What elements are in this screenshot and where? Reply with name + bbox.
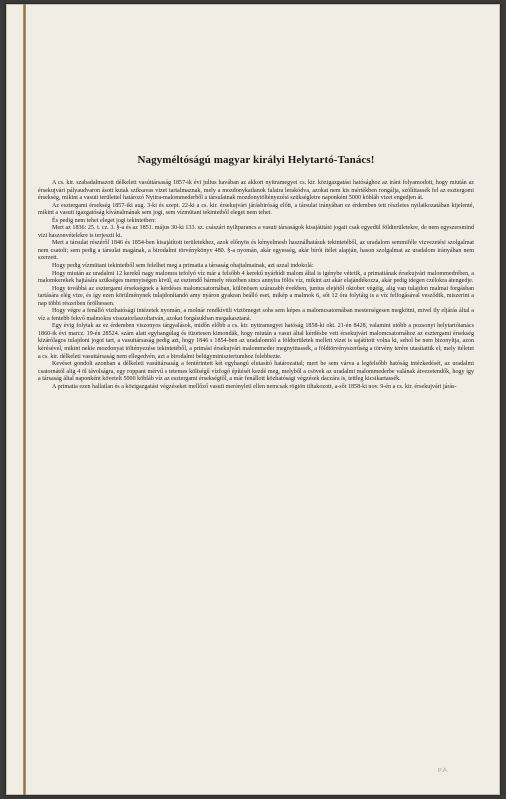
paragraph-9: Hogy végre a fenálló vizihatósági intézetek nyomán, a molnár rendkívüli viztömeget sohs sem képes a malomcsatornában mesterségesen megkötni, mivel ily eljárás által a víz a fentebb fekvő malmokra visszatorlaszoltatván, azokat forgásukban megakasztaná. [38,308,474,322]
binding-strip [23,4,26,795]
document-title: Nagyméltóságú magyar királyi Helytartó-Tanács! [137,154,375,166]
corner-pencil-note: P.A. [437,767,449,775]
paragraph-10: Egy évig folytak az ez érdemben viszonyos tárgyalások, midőn előbb a cs. kir. nyitramegyei hatóság 1858-ki okt. 21-én 8428, valamint utóbb a pozsonyi helytartótanács 1860-ik évi marcz. 19-én 28524. szám alatt egyhangúlag és tüzetesen kimondák, hogy miután a vasut által kérdésbe vett érsekujvári malomcsatornához az esztergami érsekség kizárólagos tulajdoni jogot tart, a vasuttársaság pedig azt, hogy 1846 s 1854-ben az uradalomtól a földterületek mellett vizet is sajátított volna ki, sehol be nem bizonyítja, azon kérésével, mikint nekie mozdonyai töltényezése tekintetéből, a primási érsekujvári malommeder megnyittassék, a földtörvényszerűség a törvény terére utasítattik el; mely itéletet a cs. kir. délkeleti vasuttársaság nem ellegedvén, azt a birodalmi belügyminiszteriumhoz felebbezte. [38,323,474,360]
paragraph-7: Hogy miután az uradalmi 12 kerekű nagy malomra tefolyó víz már a felsőbb 4 kerekű nyárhídi malom által is igénybe vétetik, a primatiának érsekujvári malommedrében, a malomkerekek hajtására szükséges mennyiségen kivül, az esztendő bármely részében sincs annyira fölös víz, mikint azt akár elajándékozza, akár pedig idegen czélokra átengedje. [38,270,474,285]
paragraph-1: A cs. kir. szabadalmazott délkeleti vasúttársaság 1857-ik évi julius havában az akkori nyitramegyei cs. kir. közigazgatási hatósághoz az iránt folyamodott, hogy miután az érsekujvári pályaudvaron ásott kutak sziksavas vizet tartalmaznak, mely a mozdonykatlanok falaira lerakódva, azokat nem kis mértékben rongálja, szólíttassék fel az esztergomi érsekség, mikint a vasuti területtel határozó Nyitra-malommederből a társulatnak mozdonytöltényezési szükségletre naponként 5000 köbláb vizet engedjen át. [38,180,474,202]
document-sheet [6,4,500,795]
document-body [38,154,474,391]
paragraph-3: És pedig nem tehet eleget jogi tekintetben: [52,217,156,224]
paragraph-5: Mert a társulat részéről 1846 és 1854-ben kisajátított területekhez, azok előnyös és kényelmesb használhatásuk tekintetéből, az uradalom semmiféle vizvezetési szolgalmat nem csatolt; sem pedig a társulat magának, a birodalmi törvénykönyv 480. §-a nyomán, akár egyesség, akár bírói ítélet alapján, hason szolgalmat az uradalom irányában nem szerzett. [38,240,474,262]
paragraph-11: Kevéset gondolt azonban a délkeleti vasúttársaság a fentérintett két egyhangú elutasító határozattal; mert be sem várva a legfelsőbb hatóság intézkedését, az uradalmi csatornától alig 4 öl távolságra, egy roppant mérvű s tetemes költségű vízfogó építését kezdé meg, melyből a csövek az uradalmi malommederbe valának átvezetendők, hogy így a társaság által naponként követelt 5000 köbláb víz az esztergami érsekségtől, a már fenállott közhatósági végzések daczára is, tettleg kicsikartassék. [38,361,474,383]
sheet-border [6,4,500,795]
paragraph-6: Hogy pedig vízmütani tekintetből sem felelhet meg a primatia a társaság ohajtalmainak, azt azzal indokolá: [52,263,314,270]
paragraph-12: A primatia ezen hallatlan és a közigazgatási végzéseket mellőző vasuti merényleti ellen nemcsak rögtön tiltakozott, a-sőt 1858-ki nov. 9-én a cs. kir. érsekujvári járás- [52,383,457,390]
paragraph-4: Mert az 1836: 25. t. cz. 3. §-a és az 1851. május 30-ki 133. sz. császári nyiltparancs a vasuti társaságok kisajátitási jogait csak egyedül földterületekre, de nem egyszersmind vizi haszonvételekre is terjeszti ki. [38,225,474,239]
paragraph-2: Az esztergami érsekség 1857-iki aug. 3-ki és szept. 22-ki a cs. kir. érsekujvári járásbiróság előtt, a társulat irányában ez érdemben tett részletes nyilatkozatában kijelenté, mikint a vasuti igazgatóság kívánalmának sem jogi, sem vízmütani tekintetből eleget nem tehet. [38,202,474,217]
paragraph-8: Hogy továbbá az esztergami érsekségnek a kérdéses malomcsatornában, különösen szárazabb években, junius elejétől oktober végéig, alig van tulajdon malmai forgásban tartására elég vize, és így ezen körülménynek tulajdonítandó amy nyáron gyakran beálló eset, mikép a malmok 6, sőt 12 óra folytáig is a víz felfogásával vesződik, miszerint a nap többi részeiben őrölhessen. [38,285,474,307]
